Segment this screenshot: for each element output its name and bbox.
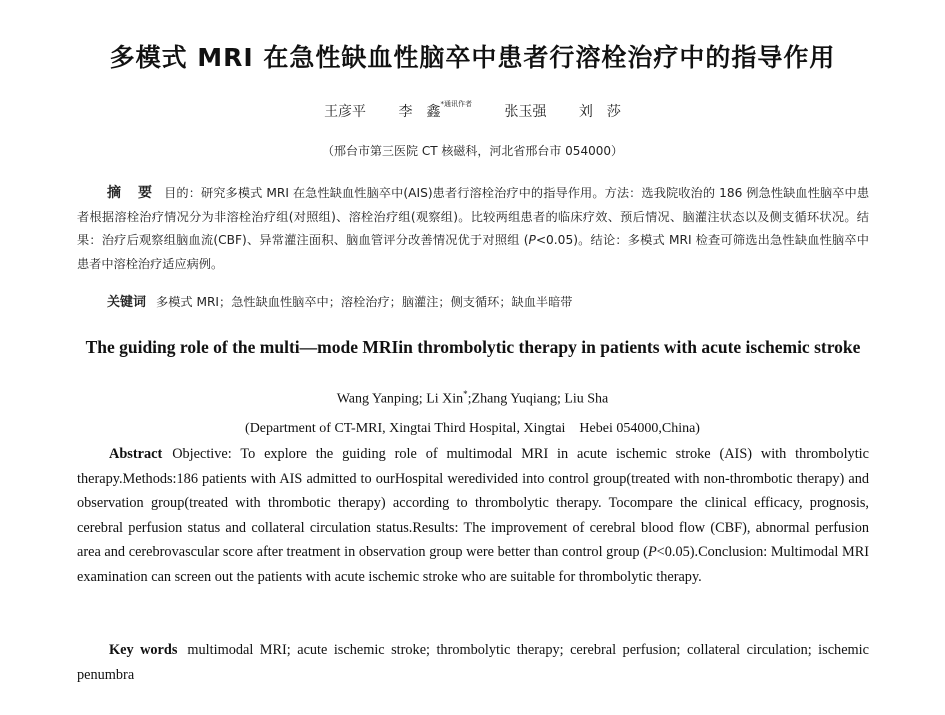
chinese-authors [0, 101, 945, 121]
english-abstract-label: Abstract [109, 446, 163, 462]
english-keywords-label: Key words [109, 642, 178, 658]
corresponding-author-note: *通讯作者 [440, 100, 473, 108]
chinese-affiliation: （邢台市第三医院 CT 核磁科，河北省邢台市 054000） [322, 144, 623, 158]
chinese-abstract-text-1: 目的：研究多模式 MRI 在急性缺血性脑卒中(AIS)患者行溶栓治疗中的指导作用。方法：选我院收治的 186 例急性缺血性脑卒中患者根据溶栓治疗情况分为非溶栓治疗组(对照组)、溶栓治疗组(观察组)。比较两组患者的临床疗效、预后情况、脑灌注状态以及侧支循环状况。结果：治疗后观察组脑血流(CBF)、异常灌注面积、脑血管评分改善情况优于对照组 ( [77, 186, 870, 247]
english-abstract-text-2: <0.05).Conclusion: Multimodal MRI examination can screen out the patients with acute ischemic stroke who are suitable for thrombolytic therapy. [77, 544, 869, 585]
english-abstract-text-1: Objective: To explore the guiding role of multimodal MRI in acute ischemic stroke (AIS) with thrombolytic therapy.Methods:186 patients with AIS admitted to ourHospital weredivided into control group(treated with non-thrombotic therapy) and observation group(treated with thrombotic therapy) according to thrombolytic therapy. Tocompare the clinical efficacy, prognosis, cerebral perfusion status and collateral circulation status.Results: The improvement of cerebral blood flow (CBF), abnormal perfusion area and cerebrovascular score after treatment in observation group were better than control group ( [77, 446, 869, 560]
chinese-title: 多模式 MRI 在急性缺血性脑卒中患者行溶栓治疗中的指导作用 [109, 43, 836, 72]
chinese-abstract [77, 182, 869, 276]
chinese-keywords-text: 多模式 MRI；急性缺血性脑卒中；溶栓治疗；脑灌注；侧支循环；缺血半暗带 [156, 295, 573, 309]
author-li-xin: 李 鑫 [398, 104, 441, 120]
chinese-p-value-symbol: P [528, 233, 536, 247]
english-keywords [77, 638, 869, 688]
author-wang-yanping: 王彦平 [324, 104, 367, 120]
corresponding-author-star: * [463, 389, 468, 399]
english-authors [0, 389, 945, 408]
english-authors-part-2: ;Zhang Yuqiang; Liu Sha [467, 391, 609, 407]
chinese-keywords-label: 关键词 [107, 295, 147, 310]
author-zhang-yuqiang: 张玉强 [504, 104, 547, 120]
english-abstract [77, 442, 869, 589]
english-affiliation: (Department of CT-MRI, Xingtai Third Hospital, Xingtai Hebei 054000,China) [245, 421, 700, 436]
english-p-value-symbol: P [647, 544, 657, 560]
chinese-keywords [107, 292, 869, 313]
chinese-abstract-text-2: <0.05)。结论：多模式 MRI 检查可筛选出急性缺血性脑卒中患者中溶栓治疗适应病例。 [77, 233, 869, 271]
english-keywords-text: multimodal MRI; acute ischemic stroke; thrombolytic therapy; cerebral perfusion; collateral circulation; ischemic penumbra [77, 642, 869, 683]
english-authors-part-1: Wang Yanping; Li Xin [336, 391, 464, 407]
chinese-abstract-label: 摘 要 [107, 185, 159, 201]
author-liu-sha: 刘 莎 [578, 104, 621, 120]
english-title: The guiding role of the multi—mode MRIin thrombolytic therapy in patients with acute ischemic stroke [85, 337, 861, 357]
